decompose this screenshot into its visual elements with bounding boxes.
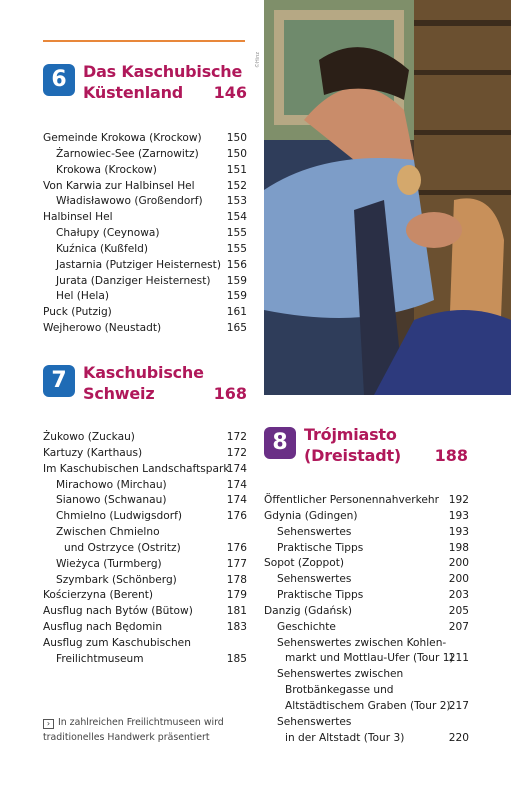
toc-entry[interactable] xyxy=(43,525,247,541)
toc-entry[interactable] xyxy=(264,620,469,636)
toc-entry-page: 153 xyxy=(226,195,247,208)
toc-entry-page: 150 xyxy=(226,147,247,160)
toc-entry-page: 174 xyxy=(226,494,247,507)
chapter-7-title-line2: Schweiz xyxy=(83,384,155,403)
toc-entry-page: 159 xyxy=(226,274,247,287)
toc-entry[interactable] xyxy=(43,493,247,509)
toc-entry-title: Sehenswertes xyxy=(277,573,352,586)
toc-entry-page: 151 xyxy=(226,163,247,176)
toc-entry[interactable] xyxy=(43,321,247,337)
toc-entry-page: 178 xyxy=(226,573,247,586)
toc-entry[interactable] xyxy=(43,430,247,446)
toc-entry-title: in der Altstadt (Tour 3) xyxy=(285,731,405,744)
toc-entry-title: Im Kaschubischen Landschaftspark xyxy=(43,462,230,475)
toc-entry-title: Danzig (Gdańsk) xyxy=(264,604,353,617)
caption-line1-text: In zahlreichen Freilichtmuseen wird xyxy=(58,717,224,728)
toc-entry[interactable] xyxy=(43,541,247,557)
toc-entry-page: 155 xyxy=(226,227,247,240)
toc-entry-title: Sehenswertes zwischen Kohlen- xyxy=(277,636,447,649)
toc-entry-page: 174 xyxy=(226,462,247,475)
toc-entry[interactable] xyxy=(264,699,469,715)
toc-entry-title: Sianowo (Schwanau) xyxy=(56,494,167,507)
toc-entry-title: Sehenswertes zwischen xyxy=(277,668,404,681)
toc-entry-page: 176 xyxy=(226,510,247,523)
toc-entry[interactable] xyxy=(43,289,247,305)
toc-entry-title: Szymbark (Schönberg) xyxy=(56,573,177,586)
toc-entry[interactable] xyxy=(264,588,469,604)
toc-entry-page: 177 xyxy=(226,557,247,570)
toc-entry-page: 217 xyxy=(448,699,469,712)
toc-entry-title: Freilichtmuseum xyxy=(56,652,144,665)
toc-entry-page: 205 xyxy=(448,604,469,617)
toc-entry-title: Wejherowo (Neustadt) xyxy=(43,322,162,335)
toc-entry[interactable] xyxy=(264,509,469,525)
toc-entry-title: Sehenswertes xyxy=(277,715,352,728)
toc-entry-title: Geschichte xyxy=(277,620,336,633)
toc-entry-title: Altstädtischem Graben (Tour 2) xyxy=(285,699,451,712)
photo-credit: ©Hinz xyxy=(255,52,261,68)
toc-entry-title: Chałupy (Ceynowa) xyxy=(56,227,160,240)
chapter-8-title-line1: Trójmiasto xyxy=(304,425,397,444)
toc-entry[interactable] xyxy=(43,194,247,210)
toc-entry-title: Ausflug nach Bytów (Bütow) xyxy=(43,605,193,618)
chapter-8-heading xyxy=(264,427,468,471)
toc-entry-title: Halbinsel Hel xyxy=(43,211,113,224)
toc-entry-page: 220 xyxy=(448,731,469,744)
toc-entry-page: 155 xyxy=(226,242,247,255)
toc-entry-title: Von Karwia zur Halbinsel Hel xyxy=(43,179,195,192)
toc-entry-title: Kartuzy (Karthaus) xyxy=(43,446,143,459)
toc-entry-title: Ausflug zum Kaschubischen xyxy=(43,636,191,649)
toc-entry-page: 211 xyxy=(448,652,469,665)
toc-entry-page: 172 xyxy=(226,431,247,443)
toc-entry[interactable] xyxy=(43,131,247,147)
toc-entry-title: Sopot (Zoppot) xyxy=(264,557,345,570)
toc-entry[interactable] xyxy=(264,493,469,509)
chapter-6-number-badge: 6 xyxy=(43,64,75,96)
toc-entry-title: Öffentlicher Personennahverkehr xyxy=(264,494,439,506)
top-rule xyxy=(43,40,245,42)
toc-entry-title: Władisławowo (Großendorf) xyxy=(56,195,203,208)
chapter-8-number-badge: 8 xyxy=(264,427,296,459)
toc-entry[interactable] xyxy=(264,556,469,572)
toc-entry-title: Puck (Putzig) xyxy=(43,306,112,319)
toc-entry-title: Ausflug nach Będomin xyxy=(43,621,163,634)
chapter-7-heading xyxy=(43,365,247,409)
toc-entry-page: 193 xyxy=(448,509,469,522)
chapter-8-page: 188 xyxy=(434,446,468,465)
chapter-6-title-line1: Das Kaschubische xyxy=(83,62,243,81)
toc-entry-page: 200 xyxy=(448,573,469,586)
toc-entry-page: 207 xyxy=(448,620,469,633)
toc-entry-page: 172 xyxy=(226,446,247,459)
toc-entry-title: Krokowa (Krockow) xyxy=(56,163,157,176)
toc-entry[interactable] xyxy=(264,667,469,683)
toc-entry[interactable] xyxy=(264,715,469,731)
chapter-6-heading xyxy=(43,64,247,108)
toc-entry[interactable] xyxy=(43,620,247,636)
toc-entry[interactable] xyxy=(43,636,247,652)
chapter-8-title xyxy=(304,424,401,466)
arrow-box-icon: › xyxy=(43,719,54,729)
chapter-6-page: 146 xyxy=(213,83,247,102)
toc-entry-title: Mirachowo (Mirchau) xyxy=(56,478,167,491)
toc-entry-page: 176 xyxy=(226,541,247,554)
toc-entry-title: Żukowo (Zuckau) xyxy=(43,431,135,443)
toc-entry-title: Wieżyca (Turmberg) xyxy=(56,557,162,570)
toc-entry[interactable] xyxy=(264,636,469,652)
toc-entry-page: 156 xyxy=(226,258,247,271)
toc-entry-title: Gdynia (Gdingen) xyxy=(264,509,358,522)
toc-entry[interactable] xyxy=(43,226,247,242)
toc-entry[interactable] xyxy=(43,604,247,620)
toc-entry-title: Hel (Hela) xyxy=(56,290,109,303)
toc-entry[interactable] xyxy=(43,258,247,274)
toc-entry-page: 203 xyxy=(448,589,469,602)
toc-entry[interactable] xyxy=(43,210,247,226)
toc-entry-title: Praktische Tipps xyxy=(277,589,364,602)
toc-entry[interactable] xyxy=(264,525,469,541)
chapter-7-page: 168 xyxy=(213,384,247,403)
toc-entry-page: 179 xyxy=(226,589,247,602)
toc-entry-title: markt und Mottlau-Ufer (Tour 1) xyxy=(285,652,454,665)
toc-entry-page: 181 xyxy=(226,605,247,618)
chapter-8-entries xyxy=(264,493,469,747)
toc-entry-page: 174 xyxy=(226,478,247,491)
toc-entry[interactable] xyxy=(43,573,247,589)
toc-entry-page: 192 xyxy=(448,494,469,506)
toc-entry[interactable] xyxy=(43,179,247,195)
toc-entry-title: und Ostrzyce (Ostritz) xyxy=(64,541,181,554)
toc-entry-page: 159 xyxy=(226,290,247,303)
toc-entry[interactable] xyxy=(264,651,469,667)
toc-entry-title: Gemeinde Krokowa (Krockow) xyxy=(43,132,202,144)
toc-entry-title: Kuźnica (Kußfeld) xyxy=(56,242,149,255)
caption-line1 xyxy=(43,715,243,730)
toc-entry-title: Jastarnia (Putziger Heisternest) xyxy=(56,258,221,271)
toc-entry-page: 161 xyxy=(226,306,247,319)
toc-entry-title: Kościerzyna (Berent) xyxy=(43,589,154,602)
toc-entry[interactable] xyxy=(43,557,247,573)
toc-entry-page: 183 xyxy=(226,621,247,634)
toc-entry[interactable] xyxy=(43,462,247,478)
toc-entry-page: 152 xyxy=(226,179,247,192)
photo-caption xyxy=(43,715,243,745)
toc-entry[interactable] xyxy=(264,572,469,588)
toc-entry[interactable] xyxy=(264,731,469,747)
toc-entry[interactable] xyxy=(264,604,469,620)
toc-entry-page: 198 xyxy=(448,541,469,554)
toc-entry-title: Chmielno (Ludwigsdorf) xyxy=(56,510,182,523)
toc-entry-page: 200 xyxy=(448,557,469,570)
toc-entry[interactable] xyxy=(43,274,247,290)
toc-entry-page: 193 xyxy=(448,525,469,538)
toc-entry-title: Żarnowiec-See (Zarnowitz) xyxy=(56,147,199,160)
toc-entry[interactable] xyxy=(264,541,469,557)
toc-entry[interactable] xyxy=(43,588,247,604)
toc-entry-title: Sehenswertes xyxy=(277,525,352,538)
chapter-6-title-line2: Küstenland xyxy=(83,83,184,102)
toc-entry-page: 154 xyxy=(226,211,247,224)
toc-entry[interactable] xyxy=(43,478,247,494)
chapter-6-entries xyxy=(43,131,247,337)
toc-entry[interactable] xyxy=(43,305,247,321)
woodcarver-photo xyxy=(264,0,511,395)
chapter-7-number-badge: 7 xyxy=(43,365,75,397)
toc-entry[interactable] xyxy=(43,163,247,179)
toc-entry-page: 185 xyxy=(226,652,247,665)
chapter-7-title-line1: Kaschubische xyxy=(83,363,204,382)
toc-entry-page: 165 xyxy=(226,322,247,335)
toc-entry-page: 150 xyxy=(226,132,247,144)
toc-entry-title: Praktische Tipps xyxy=(277,541,364,554)
chapter-7-entries xyxy=(43,430,247,668)
toc-entry-title: Jurata (Danziger Heisternest) xyxy=(56,274,211,287)
toc-entry[interactable] xyxy=(43,147,247,163)
toc-entry-title: Zwischen Chmielno xyxy=(56,526,160,539)
toc-entry-title: Brotbänkegasse und xyxy=(285,684,394,697)
chapter-7-title xyxy=(83,362,204,404)
toc-entry[interactable] xyxy=(43,242,247,258)
chapter-8-title-line2: (Dreistadt) xyxy=(304,446,402,465)
toc-entry[interactable] xyxy=(264,683,469,699)
caption-line2: traditionelles Handwerk präsentiert xyxy=(43,732,210,743)
toc-entry[interactable] xyxy=(43,509,247,525)
toc-entry[interactable] xyxy=(43,652,247,668)
toc-entry[interactable] xyxy=(43,446,247,462)
